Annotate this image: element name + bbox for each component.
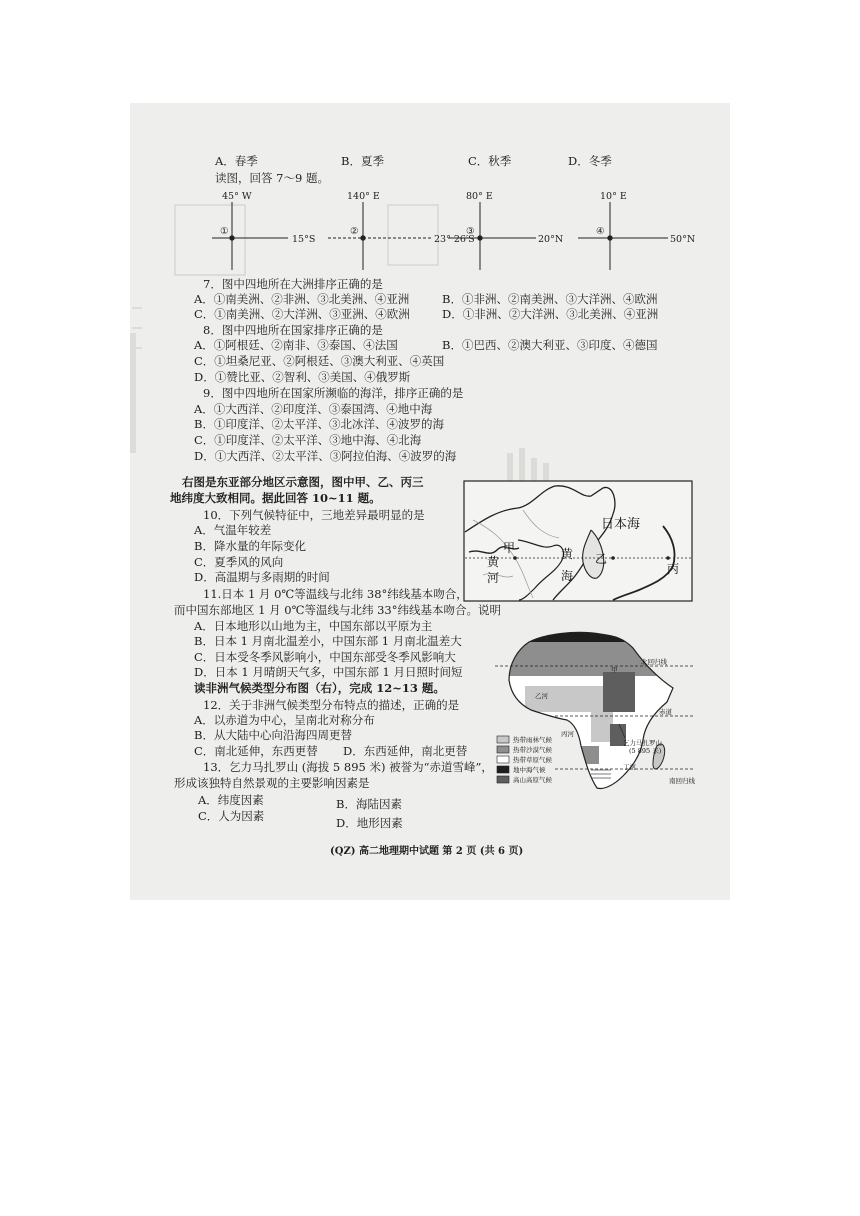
q13-option-d: D．地形因素 [336,816,403,830]
q10-stem: 10．下列气候特征中，三地差异最明显的是 [203,508,425,522]
africa-label-bing: 丙河 [561,730,574,738]
asia-label-yellow-sea-1: 黄 [561,547,574,561]
q7-stem: 7．图中四地所在大洲排序正确的是 [203,277,383,291]
africa-label-tropic-s: 南回归线 [669,777,695,785]
q12-13-intro: 读非洲气候类型分布图（右），完成 12~13 题。 [194,681,445,695]
q12-option-b: B．从大陆中心向沿海四周更替 [194,728,352,742]
africa-legend-5: 高山高原气候 [513,776,552,784]
africa-legend [497,735,553,784]
q7-option-d: D．①非洲、②大洋洲、③北美洲、④亚洲 [442,307,659,321]
q11-option-b: B．日本 1 月南北温差小，中国东部 1 月南北温差大 [194,634,462,648]
q13-option-b: B．海陆因素 [336,797,402,811]
q11-option-a: A．日本地形以山地为主，中国东部以平原为主 [194,619,433,633]
q11-option-d: D．日本 1 月晴朗天气多，中国东部 1 月日照时间短 [194,665,463,679]
africa-label-equator: 赤道 [659,708,672,716]
africa-label-ding: 丁河 [623,763,636,771]
q13-stem-line2: 形成该独特自然景观的主要影响因素是 [174,776,370,790]
coord-lon-3: 80° E [466,191,493,202]
q7-option-a: A．①南美洲、②非洲、③北美洲、④亚洲 [194,292,410,306]
q13-stem-line1: 13．乞力马扎罗山 (海拔 5 895 米) 被誉为“赤道雪峰”， [203,760,493,774]
coord-lon-2: 140° E [347,191,380,202]
q7-option-b: B．①非洲、②南美洲、③大洋洲、④欧洲 [442,292,658,306]
q10-option-b: B．降水量的年际变化 [194,539,306,553]
q12-option-c: C．南北延伸，东西更替 [194,744,318,758]
coord-figure-2 [328,202,432,270]
asia-label-yi: 乙 [595,552,608,566]
africa-legend-3: 热带草原气候 [513,756,552,764]
africa-label-kili-height: (5 895 米) [629,747,662,755]
q6-option-c: C．秋季 [468,154,512,168]
q12-stem: 12．关于非洲气候类型分布特点的描述，正确的是 [203,698,460,712]
q8-option-a: A．①阿根廷、②南非、③泰国、④法国 [194,338,398,352]
africa-climate-zones [495,628,695,818]
q9-option-b: B．①印度洋、②太平洋、③北冰洋、④波罗的海 [194,417,444,431]
q8-option-b: B．①巴西、②澳大利亚、③印度、④德国 [442,338,658,352]
q13-option-c: C．人为因素 [198,809,265,823]
q11-stem-line2: 而中国东部地区 1 月 0℃等温线与北纬 33°纬线基本吻合。说明 [174,603,502,617]
coord-marker-4: ④ [596,226,605,237]
coord-lon-4: 10° E [600,191,627,202]
africa-legend-2: 热带沙漠气候 [513,746,552,754]
coord-figure-4 [578,202,668,270]
q8-option-c: C．①坦桑尼亚、②阿根廷、③澳大利亚、④英国 [194,354,445,368]
q6-option-a: A．春季 [215,154,258,168]
africa-legend-4: 地中海气候 [513,766,546,774]
africa-climate-map [495,628,695,818]
page-footer: (QZ) 高二地理期中试题 第 2 页 (共 6 页) [330,846,524,857]
q6-option-b: B．夏季 [341,154,384,168]
coord-marker-3: ③ [466,226,475,237]
africa-label-kili: 乞力马扎罗山 [623,739,662,747]
asia-label-bing: 丙 [667,562,680,576]
africa-label-jia: 甲 [611,666,618,674]
q7-option-c: C．①南美洲、②大洋洲、③亚洲、④欧洲 [194,307,410,321]
coord-marker-2: ② [350,226,359,237]
africa-label-yi: 乙河 [535,692,548,700]
africa-label-tropic-n: 北回归线 [641,658,667,666]
asia-label-yellow-sea-2: 海 [561,569,574,583]
coord-marker-1: ① [220,226,229,237]
q8-stem: 8．图中四地所在国家排序正确的是 [203,323,383,337]
q9-option-c: C．①印度洋、②太平洋、③地中海、④北海 [194,433,422,447]
q10-11-intro-line1: 右图是东亚部分地区示意图，图中甲、乙、丙三 [182,475,424,489]
coord-lat-1: 15°S [292,234,316,245]
q10-option-a: A．气温年较差 [194,523,272,537]
coord-lat-3: 20°N [538,234,564,245]
q11-option-c: C．日本受冬季风影响小，中国东部受冬季风影响大 [194,650,456,664]
q9-option-a: A．①大西洋、②印度洋、③泰国湾、④地中海 [194,402,433,416]
coord-lat-2: 23° 26′S [434,234,475,245]
q11-stem-line1: 11.日本 1 月 0℃等温线与北纬 38°纬线基本吻合， [203,587,468,601]
exam-page-photo [130,103,730,900]
q10-option-c: C．夏季风的风向 [194,555,284,569]
q10-option-d: D．高温期与多雨期的时间 [194,570,330,584]
coord-lon-1: 45° W [222,191,252,202]
q9-stem: 9．图中四地所在国家所濒临的海洋，排序正确的是 [203,386,464,400]
asia-label-sea-japan: 日本海 [601,517,641,532]
africa-legend-1: 热带雨林气候 [513,736,552,744]
coord-lat-4: 50°N [670,234,696,245]
asia-label-yellow-river-2: 河 [487,571,500,585]
asia-label-jia: 甲 [503,541,516,555]
coordinate-figures [200,188,720,273]
q13-option-a: A．纬度因素 [198,793,264,807]
q9-option-d: D．①大西洋、②太平洋、③阿拉伯海、④波罗的海 [194,449,457,463]
q8-option-d: D．①赞比亚、②智利、③美国、④俄罗斯 [194,370,411,384]
q10-11-intro-line2: 地纬度大致相同。据此回答 10~11 题。 [170,491,381,505]
east-asia-map [463,480,693,602]
q12-option-d: D．东西延伸，南北更替 [343,744,468,758]
q6-option-d: D．冬季 [568,154,612,168]
q7-9-intro: 读图，回答 7～9 题。 [215,171,329,185]
asia-label-yellow-river-1: 黄 [487,555,500,569]
q12-option-a: A．以赤道为中心，呈南北对称分布 [194,713,375,727]
